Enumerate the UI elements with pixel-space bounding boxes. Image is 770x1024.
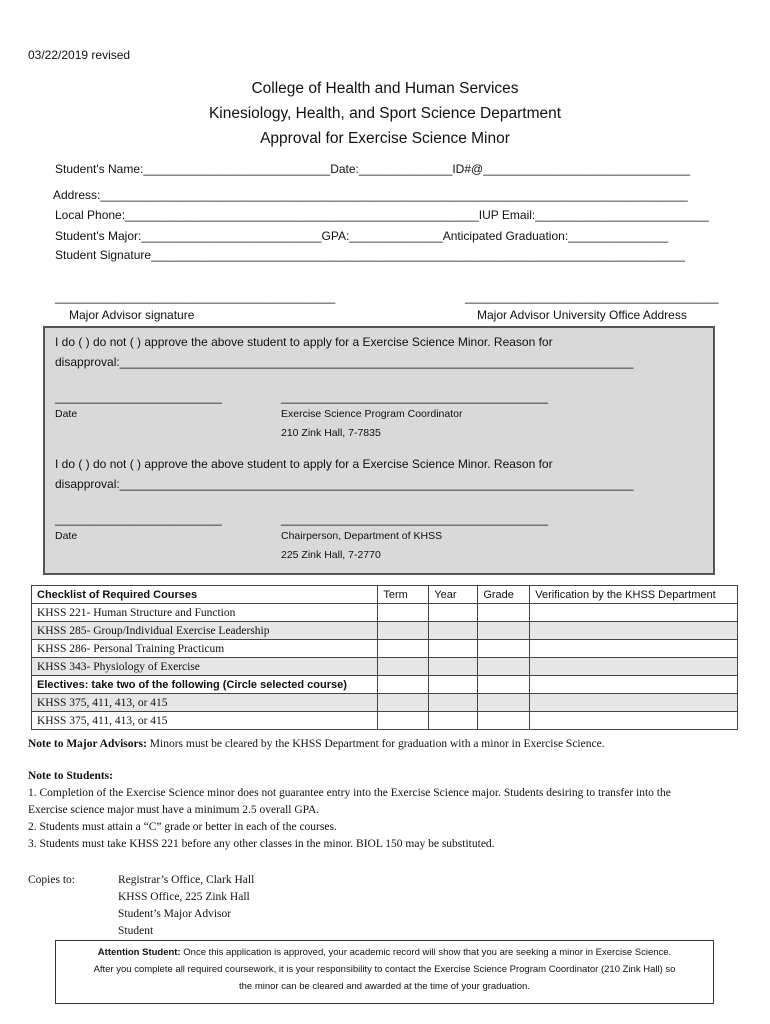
copies-recipient: KHSS Office, 225 Zink Hall xyxy=(118,891,250,903)
column-header-grade: Grade xyxy=(478,586,530,604)
year-cell[interactable] xyxy=(429,676,478,694)
student-note-item: 2. Students must attain a “C” grade or better in each of the courses. xyxy=(28,821,337,833)
course-name[interactable]: KHSS 375, 411, 413, or 415 xyxy=(32,694,378,712)
chair-location: 225 Zink Hall, 7-2770 xyxy=(281,549,381,561)
term-cell[interactable] xyxy=(378,640,429,658)
major-gpa-graduation-field[interactable]: Student's Major:___________________________GPA:______________Anticipated Graduation:_______________ xyxy=(55,229,669,243)
verification-cell[interactable] xyxy=(530,604,738,622)
attention-line-2: After you complete all required coursework, it is your responsibility to contact the Exercise Science Program Coordinator (210 Zink Hall) so xyxy=(93,964,676,975)
chair-approval-statement[interactable]: I do ( ) do not ( ) approve the above student to apply for a Exercise Science Minor. Reason for xyxy=(55,457,553,471)
form-title: Approval for Exercise Science Minor xyxy=(260,130,510,147)
verification-cell[interactable] xyxy=(530,640,738,658)
coordinator-disapproval-reason[interactable]: disapproval:_____________________________________________________________________________ xyxy=(55,355,634,369)
advisor-office-line[interactable]: ______________________________________ xyxy=(465,290,719,304)
note-to-advisors-label: Note to Major Advisors: xyxy=(28,738,147,750)
note-to-advisors xyxy=(28,738,605,750)
column-header-year: Year xyxy=(429,586,478,604)
table-header-row xyxy=(32,586,738,604)
address-field[interactable]: Address:________________________________________________________________________________________ xyxy=(53,188,688,202)
grade-cell[interactable] xyxy=(478,640,530,658)
verification-cell[interactable] xyxy=(530,658,738,676)
course-name: KHSS 343- Physiology of Exercise xyxy=(32,658,378,676)
table-row xyxy=(32,712,738,730)
grade-cell[interactable] xyxy=(478,604,530,622)
table-row xyxy=(32,622,738,640)
grade-cell[interactable] xyxy=(478,712,530,730)
verification-cell[interactable] xyxy=(530,676,738,694)
attention-line-1 xyxy=(56,944,713,961)
year-cell[interactable] xyxy=(429,712,478,730)
advisor-signature-line[interactable]: __________________________________________ xyxy=(55,290,336,304)
coordinator-role: Exercise Science Program Coordinator xyxy=(281,408,463,420)
chair-role: Chairperson, Department of KHSS xyxy=(281,530,443,542)
grade-cell[interactable] xyxy=(478,694,530,712)
verification-cell[interactable] xyxy=(530,712,738,730)
table-row xyxy=(32,694,738,712)
chair-signature-line[interactable]: ________________________________________ xyxy=(281,512,548,526)
term-cell[interactable] xyxy=(378,658,429,676)
year-cell[interactable] xyxy=(429,658,478,676)
chair-date-line[interactable]: _________________________ xyxy=(55,512,222,526)
year-cell[interactable] xyxy=(429,640,478,658)
approval-box xyxy=(43,326,715,575)
course-name: KHSS 221- Human Structure and Function xyxy=(32,604,378,622)
term-cell[interactable] xyxy=(378,604,429,622)
copies-recipient: Student xyxy=(118,925,154,937)
student-name-date-id-field[interactable]: Student's Name:____________________________Date:______________ID#@_______________________________ xyxy=(55,162,691,176)
student-note-item: Exercise science major must have a minimum 2.5 overall GPA. xyxy=(28,804,320,816)
copies-label: Copies to: xyxy=(28,874,75,886)
term-cell[interactable] xyxy=(378,712,429,730)
column-header-term: Term xyxy=(378,586,429,604)
grade-cell[interactable] xyxy=(478,658,530,676)
coordinator-approval-statement[interactable]: I do ( ) do not ( ) approve the above student to apply for a Exercise Science Minor. Reason for xyxy=(55,335,553,349)
term-cell[interactable] xyxy=(378,694,429,712)
coordinator-signature-line[interactable]: ________________________________________ xyxy=(281,390,548,404)
revision-date: 03/22/2019 revised xyxy=(28,48,131,62)
student-signature-field[interactable]: Student Signature________________________________________________________________________________ xyxy=(55,248,685,262)
advisor-office-label: Major Advisor University Office Address xyxy=(477,308,687,322)
advisor-signature-label: Major Advisor signature xyxy=(69,308,195,322)
year-cell[interactable] xyxy=(429,604,478,622)
electives-heading: Electives: take two of the following (Circle selected course) xyxy=(32,676,378,694)
coordinator-location: 210 Zink Hall, 7-7835 xyxy=(281,427,381,439)
column-header-verification: Verification by the KHSS Department xyxy=(530,586,738,604)
table-row xyxy=(32,604,738,622)
course-name: KHSS 286- Personal Training Practicum xyxy=(32,640,378,658)
grade-cell[interactable] xyxy=(478,622,530,640)
course-name[interactable]: KHSS 375, 411, 413, or 415 xyxy=(32,712,378,730)
term-cell[interactable] xyxy=(378,676,429,694)
note-to-students-label: Note to Students: xyxy=(28,770,113,782)
verification-cell[interactable] xyxy=(530,694,738,712)
chair-date-label: Date xyxy=(55,530,78,542)
coordinator-date-label: Date xyxy=(55,408,78,420)
note-to-advisors-text: Minors must be cleared by the KHSS Department for graduation with a minor in Exercise Science. xyxy=(146,738,605,750)
attention-text-1: Once this application is approved, your academic record will show that you are seeking a minor in Exercise Science. xyxy=(180,947,672,958)
year-cell[interactable] xyxy=(429,694,478,712)
phone-email-field[interactable]: Local Phone:_____________________________________________________IUP Email:__________________________ xyxy=(55,208,709,222)
chair-disapproval-reason[interactable]: disapproval:_____________________________________________________________________________ xyxy=(55,477,634,491)
student-note-item: 1. Completion of the Exercise Science minor does not guarantee entry into the Exercise Science major. Students desiring to transfer into the xyxy=(28,787,671,799)
column-header-course: Checklist of Required Courses xyxy=(32,586,378,604)
college-title: College of Health and Human Services xyxy=(251,80,519,97)
table-row xyxy=(32,658,738,676)
copies-recipient: Student’s Major Advisor xyxy=(118,908,232,920)
term-cell[interactable] xyxy=(378,622,429,640)
attention-student-box xyxy=(55,940,714,1004)
grade-cell[interactable] xyxy=(478,676,530,694)
table-row xyxy=(32,640,738,658)
table-row xyxy=(32,676,738,694)
course-checklist-table xyxy=(31,585,738,730)
coordinator-date-line[interactable]: _________________________ xyxy=(55,390,222,404)
attention-label: Attention Student: xyxy=(97,947,181,958)
year-cell[interactable] xyxy=(429,622,478,640)
verification-cell[interactable] xyxy=(530,622,738,640)
department-title: Kinesiology, Health, and Sport Science Department xyxy=(208,105,562,122)
course-name: KHSS 285- Group/Individual Exercise Leadership xyxy=(32,622,378,640)
student-note-item: 3. Students must take KHSS 221 before any other classes in the minor. BIOL 150 may be substituted. xyxy=(28,838,495,850)
attention-line-3: the minor can be cleared and awarded at the time of your graduation. xyxy=(239,981,530,992)
copies-recipient: Registrar’s Office, Clark Hall xyxy=(118,874,255,886)
